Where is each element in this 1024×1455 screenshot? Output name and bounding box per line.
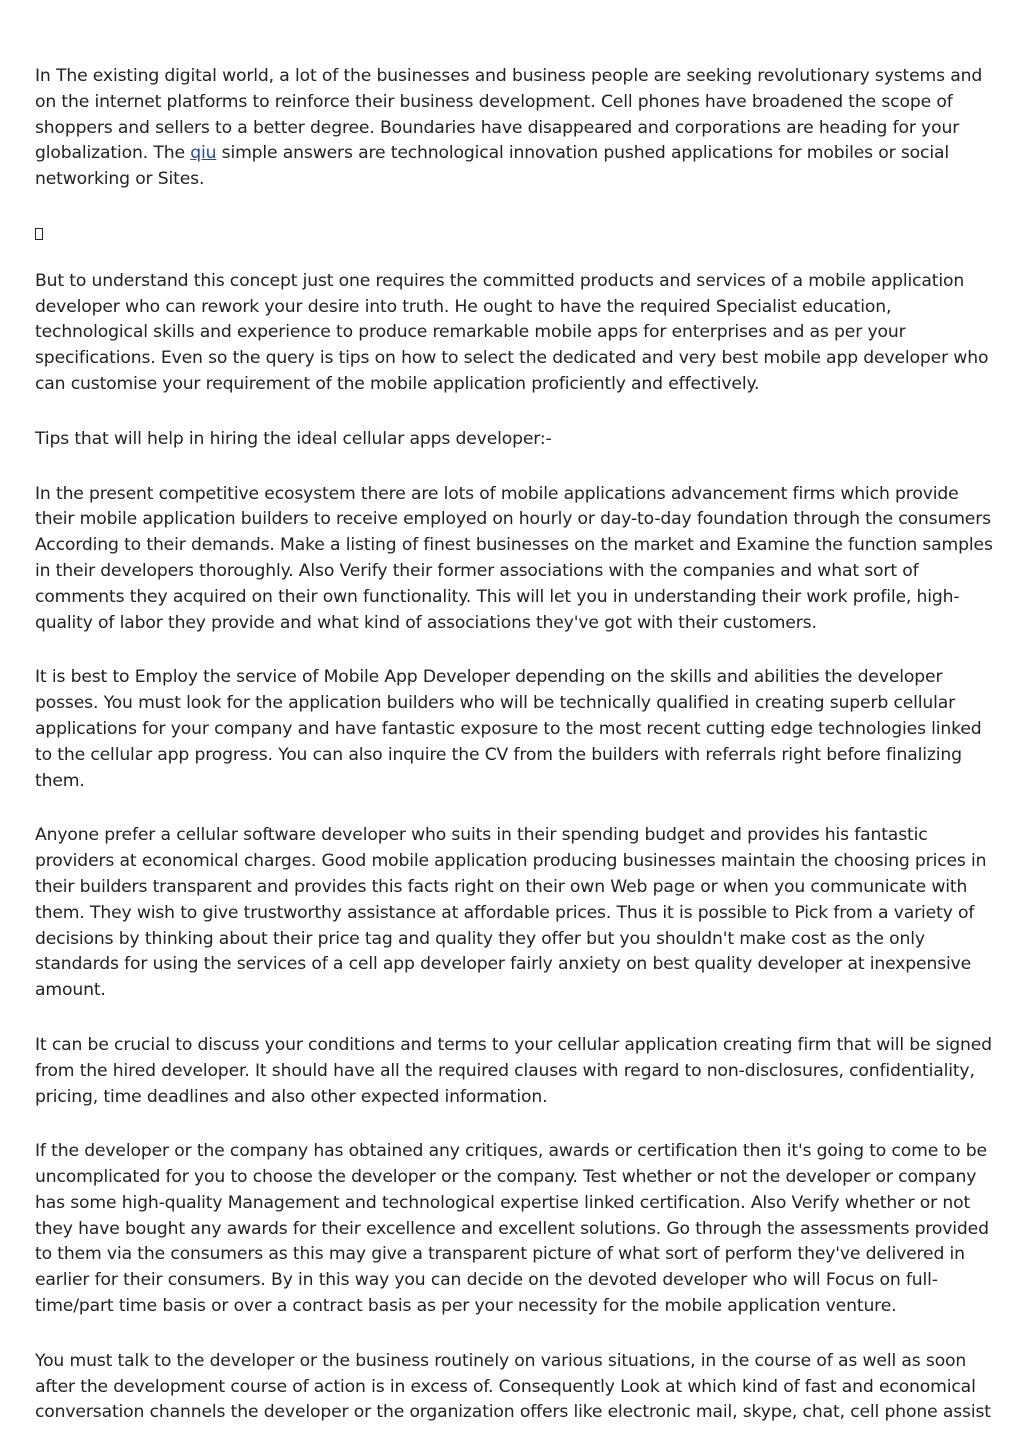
paragraph-intro-text-start: In The existing digital world, a lot of the businesses and business people are seeking revolutionary systems and on the internet platforms to reinforce their business development. Cell phones have broadened the scope of shoppers and sellers to a better degree. Boundaries have disappeared and corporations are heading for your globalization. The bbox=[35, 66, 983, 164]
document-page bbox=[35, 64, 995, 1455]
paragraph-tips-heading: Tips that will help in hiring the ideal cellular apps developer:- bbox=[35, 428, 552, 449]
qiu-link[interactable]: qiu bbox=[190, 143, 217, 164]
paragraph-budget: Anyone prefer a cellular software developer who suits in their spending budget and provides his fantastic providers at economical charges. Good mobile application producing businesses maintain the choosing prices in their builders transparent and provides this facts right on their own Web page or when you communicate with them. They wish to give trustworthy assistance at affordable prices. Thus it is possible to Pick from a variety of decisions by thinking about their price tag and quality they offer but you shouldn't make cost as the only standards for using the services of a cell app developer fairly anxiety on best quality developer at inexpensive amount. bbox=[35, 825, 987, 1001]
paragraph-developer-need: But to understand this concept just one requires the committed products and services of a mobile application developer who can rework your desire into truth. He ought to have the required Specialist education, technological skills and experience to produce remarkable mobile apps for enterprises and as per your specifications. Even so the query is tips on how to select the dedicated and very best mobile app developer who can customise your requirement of the mobile application proficiently and effectively. bbox=[35, 270, 989, 394]
paragraph-intro bbox=[35, 64, 995, 193]
paragraph-certification: If the developer or the company has obtained any critiques, awards or certification then it's going to come to be uncomplicated for you to choose the developer or the company. Test whether or not the developer or company has some high-quality Management and technological expertise linked certification. Also Verify whether or not they have bought any awards for their excellence and excellent solutions. Go through the assessments provided to them via the consumers as this may give a transparent picture of what sort of perform they've delivered in earlier for their consumers. By in this way you can decide on the devoted developer who will Focus on full-time/part time basis or over a contract basis as per your necessity for the mobile application venture. bbox=[35, 1141, 989, 1317]
missing-glyph-box-icon bbox=[35, 228, 43, 240]
paragraph-skills: It is best to Employ the service of Mobile App Developer depending on the skills and abilities the developer posses. You must look for the application builders who will be technically qualified in creating superb cellular applications for your company and have fantastic exposure to the most recent cutting edge technologies linked to the cellular app progress. You can also inquire the CV from the builders with referrals right before finalizing them. bbox=[35, 667, 982, 791]
paragraph-intro-text-end: simple answers are technological innovation pushed applications for mobiles or social networking or Sites. bbox=[35, 143, 949, 190]
missing-glyph-icon bbox=[35, 222, 995, 269]
paragraph-competitive-ecosystem: In the present competitive ecosystem there are lots of mobile applications advancement firms which provide their mobile application builders to receive employed on hourly or day-to-day foundation through the consumers According to their demands. Make a listing of finest businesses on the market and Examine the function samples in their developers thoroughly. Also Verify their former associations with the companies and what sort of comments they acquired on their own functionality. This will let you in understanding their work profile, high-quality of labor they provide and what kind of associations they've got with their customers. bbox=[35, 483, 993, 633]
paragraph-communication: You must talk to the developer or the business routinely on various situations, in the course of as well as soon after the development course of action is in excess of. Consequently Look at which kind of fast and economical conversation channels the developer or the organization offers like electronic mail, skype, chat, cell phone assist bbox=[35, 1350, 991, 1423]
paragraph-terms: It can be crucial to discuss your conditions and terms to your cellular application creating firm that will be signed from the hired developer. It should have all the required clauses with regard to non-disclosures, confidentiality, pricing, time deadlines and also other expected information. bbox=[35, 1034, 992, 1107]
